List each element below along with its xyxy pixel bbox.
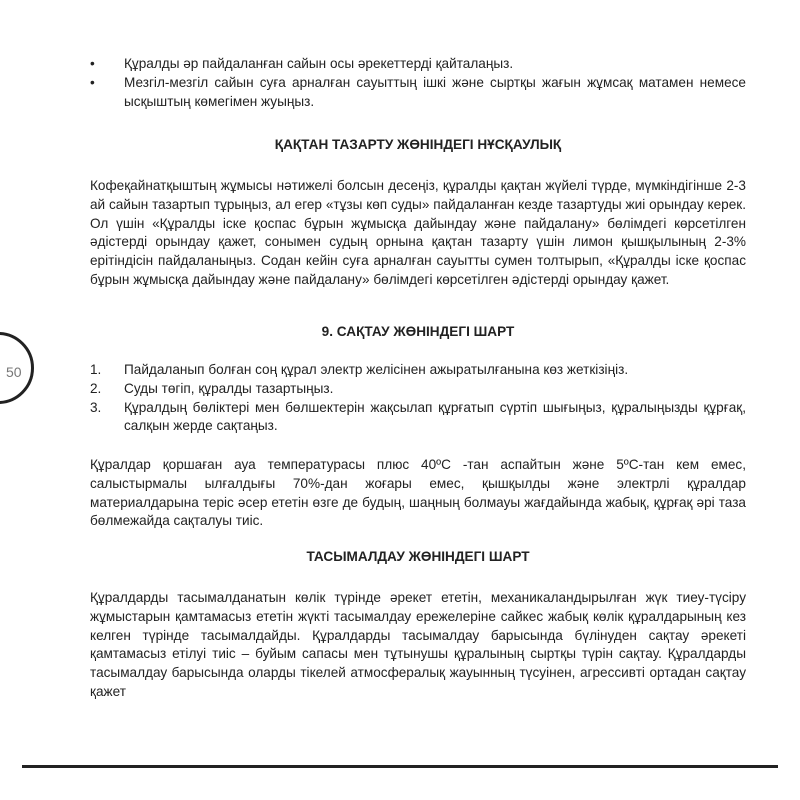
transport-paragraph: Құралдарды тасымалданатын көлік түрінде әрекет ететін, механикаландырылған жүк тиеу-түсіру жұмыстарын қамтамасыз ететін жүкті тасымалдау ережелеріне сайкес жабық көлік құралдарының кез келген түрінде тасымалдайды. Құралдарды тасымалдау барысында бүлінуден сақтау әрекеті қамтамасыз етілуі тиіс – буйым сапасы мен тұтынушы құралының сыртқы түрін сақтау. Құралдарды тасымалдау барысында оларды тікелей атмосфералық жауынның түсуінен, агрессивті ортадан сақтау қажет [90,590,746,699]
bullet-text: Мезгіл-мезгіл сайын суға арналған сауыттың ішкі және сыртқы жағын жұмсақ матамен немесе ысқыштың көмегімен жуыңыз. [124,74,746,109]
descaling-paragraph: Кофеқайнатқыштың жұмысы нәтижелі болсын десеңіз, құралды қақтан жүйелі түрде, мүмкіндігінше 2-3 ай сайын тазартып тұрыңыз, ал егер «тұзы көп суды» пайдаланған кезде тазартуды жиі орындау керек. Ол үшін «Құралды іске қоспас бұрын жұмысқа дайындау және пайдалану» бөлімдегі көрсетілген әдістерді орындау қажет, сонымен судың орнына қақтан тазарту үшін лимон қышқылының 2-3% ерітіндісін пайдаланыңыз. Содан кейін суға арналған сауытты сумен толтырып, «Құралды іске қоспас бұрын жұмысқа дайындау және пайдалану» бөлімдегі көрсетілген әдістерді орындау қажет. [90,178,746,287]
list-item [90,399,746,437]
transport-heading: ТАСЫМАЛДАУ ЖӨНІНДЕГІ ШАРТ [306,549,530,564]
descaling-heading: ҚАҚТАН ТАЗАРТУ ЖӨНІНДЕГІ НҰСҚАУЛЫҚ [274,137,562,152]
page-number: 50 [6,364,22,380]
list-item-text: Құралдың бөліктері мен бөлшектерін жақсылап құрғатып сүртіп шығыңыз, құралыңызды құрғақ, салқын жерде сақтаңыз. [124,399,746,434]
list-item [90,55,746,74]
list-item [90,74,746,112]
bullet-dot-icon: • [90,56,95,71]
list-item-text: Пайдаланып болған соң құрал электр желісінен ажыратылғанына көз жеткізіңіз. [124,362,629,377]
bullet-dot-icon: • [90,74,95,90]
storage-list [90,361,746,436]
list-number: 2. [90,380,102,396]
list-item [90,380,746,399]
list-item-text: Суды төгіп, құралды тазартыңыз. [124,380,334,396]
list-number: 3. [90,399,102,415]
storage-paragraph: Құралдар қоршаған ауа температурасы плюс 40ºС -тан аспайтын және 5ºС-тан кем емес, салыстырмалы ылғалдығы 70%-дан жоғары емес, қышқылды және электрлі құралдар материалдарына теріс әсер ететін өзге де будың, шаңның болмауы жағдайында жабық, құрғақ әрі таза бөлмежайда сақталуы тиіс. [90,457,746,529]
care-bullet-list [90,55,746,111]
list-item [90,361,746,380]
bullet-text: Құралды әр пайдаланған сайын осы әрекеттерді қайталаңыз. [124,56,514,71]
storage-heading: 9. САҚТАУ ЖӨНІНДЕГІ ШАРТ [321,324,515,339]
list-number: 1. [90,362,102,377]
bottom-rule [22,765,778,768]
